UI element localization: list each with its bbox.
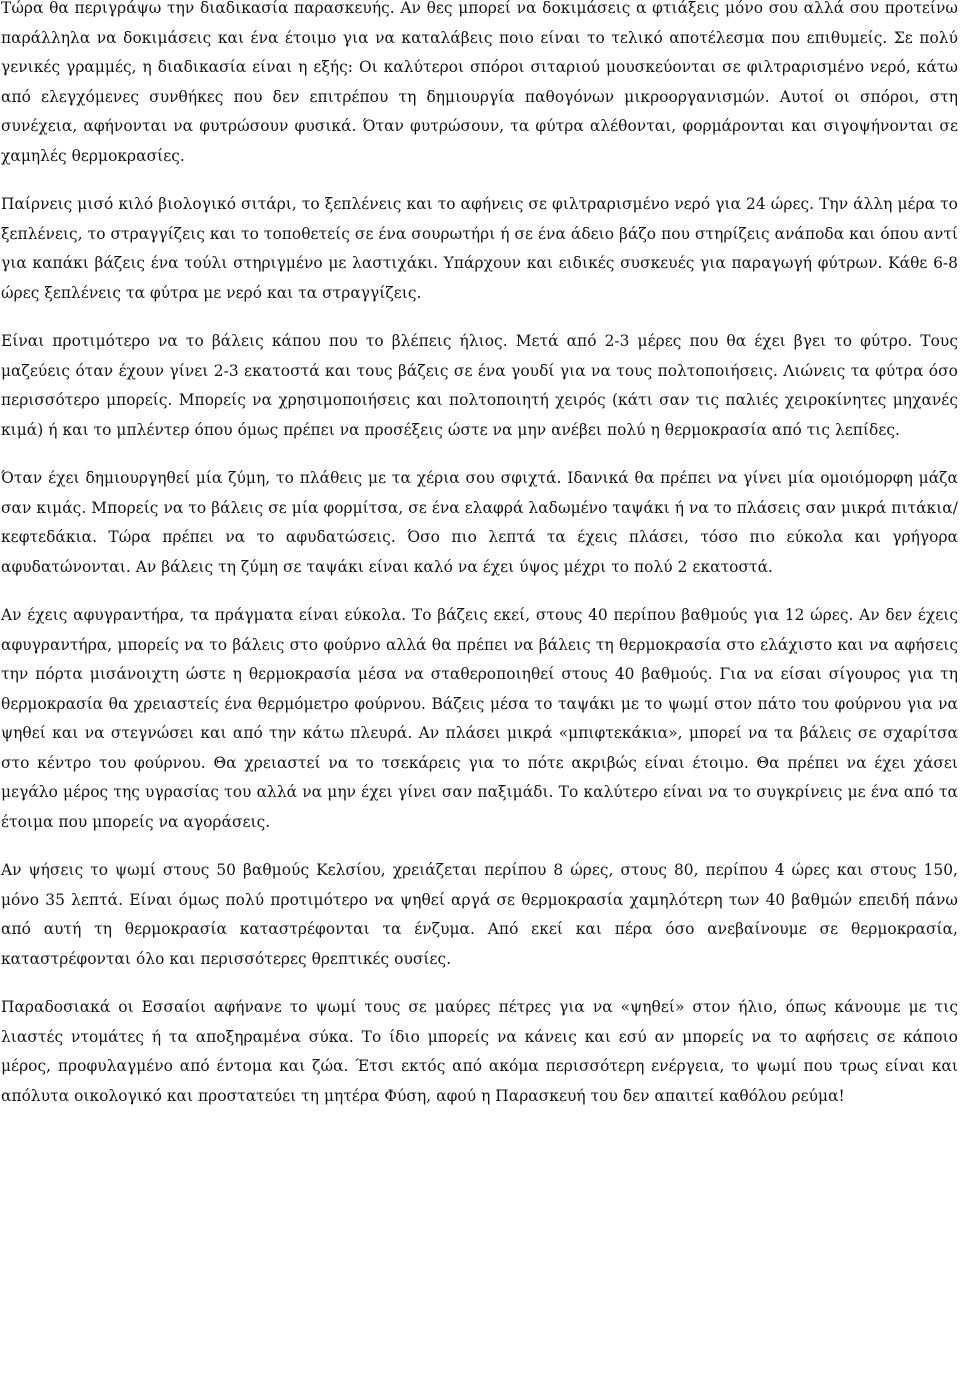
paragraph-sprouting: Είναι προτιμότερο να το βάλεις κάπου που το βλέπεις ήλιος. Μετά από 2-3 μέρες που θα έχει βγει το φύτρο. Τους μαζεύεις όταν έχουν γίνει 2-3 εκατοστά και τους βάζεις σε ένα γουδί για να τους πολτοποιήσεις. Λιώνεις τα φύτρα όσο περισσότερο μπορείς. Μπορείς να χρησιμοποιήσεις και πολτοποιητή χειρός (κάτι σαν τις παλιές χειροκίνητες μηχανές κιμά) ή και το μπλέντερ όπου όμως πρέπει να προσέξεις ώστε να μην ανέβει πολύ η θερμοκρασία από τις λεπίδες.: [1, 332, 958, 439]
paragraph-soaking-wheat: Παίρνεις μισό κιλό βιολογικό σιτάρι, το ξεπλένεις και το αφήνεις σε φιλτραρισμένο νερό για 24 ώρες. Την άλλη μέρα το ξεπλένεις, το στραγγίζεις και το τοποθετείς σε ένα σουρωτήρι ή σε ένα άδειο βάζο που στηρίζεις ανάποδα και όπου αντί για καπάκι βάζεις ένα τούλι στηριγμένο με λαστιχάκι. Υπάρχουν και ειδικές συσκευές για παραγωγή φύτρων. Κάθε 6-8 ώρες ξεπλένεις τα φύτρα με νερό και τα στραγγίζεις.: [1, 195, 958, 302]
paragraph-preparation-intro: Τώρα θα περιγράψω την διαδικασία παρασκευής. Αν θες μπορεί να δοκιμάσεις α φτιάξεις μόνο σου αλλά σου προτείνω παράλληλα να δοκιμάσεις και ένα έτοιμο για να καταλάβεις ποιο είναι το τελικό αποτέλεσμα που επιθυμείς. Σε πολύ γενικές γραμμές, η διαδικασία είναι η εξής: Οι καλύτεροι σπόροι σιταριού μουσκεύονται σε φιλτραρισμένο νερό, κάτω από ελεγχόμενες συνθήκες που δεν επιτρέπου τη δημιουργία παθογόνων μικροοργανισμών. Αυτοί οι σπόροι, στη συνέχεια, αφήνονται να φυτρώσουν φυσικά. Όταν φυτρώσουν, τα φύτρα αλέθονται, φορμάρονται και σιγοψήνονται σε χαμηλές θερμοκρασίες.: [1, 0, 958, 165]
paragraph-traditional-method: Παραδοσιακά οι Εσσαίοι αφήνανε το ψωμί τους σε μαύρες πέτρες για να «ψηθεί» στον ήλιο, όπως κάνουμε με τις λιαστές ντομάτες ή τα αποξηραμένα σύκα. Το ίδιο μπορείς να κάνεις και εσύ αν μπορείς να το αφήσεις σε κάποιο μέρος, προφυλαγμένο από έντομα και ζώα. Έτσι εκτός από ακόμα περισσότερη ενέργεια, το ψωμί που τρως είναι και απόλυτα οικολογικό και προστατεύει τη μητέρα Φύση, αφού η Παρασκευή του δεν απαιτεί καθόλου ρεύμα!: [1, 998, 958, 1105]
paragraph-baking-temperatures: Αν ψήσεις το ψωμί στους 50 βαθμούς Κελσίου, χρειάζεται περίπου 8 ώρες, στους 80, περίπου 4 ώρες και στους 150, μόνο 35 λεπτά. Είναι όμως πολύ προτιμότερο να ψηθεί αργά σε θερμοκρασία χαμηλότερη των 40 βαθμών επειδή πάνω από αυτή τη θερμοκρασία καταστρέφονται τα ένζυμα. Από εκεί και πέρα όσο ανεβαίνουμε σε θερμοκρασία, καταστρέφονται όλο και περισσότερες θρεπτικές ουσίες.: [1, 861, 958, 968]
paragraph-shaping-dough: Όταν έχει δημιουργηθεί μία ζύμη, το πλάθεις με τα χέρια σου σφιχτά. Ιδανικά θα πρέπει να γίνει μία ομοιόμορφη μάζα σαν κιμάς. Μπορείς να το βάλεις σε μία φορμίτσα, σε ένα ελαφρά λαδωμένο ταψάκι ή να το πλάσεις σαν μικρά πιτάκια/κεφτεδάκια. Τώρα πρέπει να το αφυδατώσεις. Όσο πιο λεπτά τα έχεις πλάσει, τόσο πιο εύκολα και γρήγορα αφυδατώνονται. Αν βάλεις τη ζύμη σε ταψάκι είναι καλό να έχει ύψος μέχρι το πολύ 2 εκατοστά.: [1, 469, 958, 576]
paragraph-dehydrating: Αν έχεις αφυγραντήρα, τα πράγματα είναι εύκολα. Το βάζεις εκεί, στους 40 περίπου βαθμούς για 12 ώρες. Αν δεν έχεις αφυγραντήρα, μπορείς να το βάλεις στο φούρνο αλλά θα πρέπει να βάλεις τη θερμοκρασία στο ελάχιστο και να αφήσεις την πόρτα μισάνοιχτη ώστε η θερμοκρασία μέσα να σταθεροποιηθεί στους 40 βαθμούς. Για να είσαι σίγουρος για τη θερμοκρασία θα χρειαστείς ένα θερμόμετρο φούρνου. Βάζεις μέσα το ταψάκι με το ψωμί στον πάτο του φούρνου για να ψηθεί και να στεγνώσει και από την κάτω πλευρά. Αν πλάσει μικρά «μπιφτεκάκια», μπορεί να τα βάλεις σε σχαρίτσα στο κέντρο του φούρνου. Θα χρειαστεί να το τσεκάρεις για το πότε ακριβώς είναι έτοιμο. Θα πρέπει να έχει χάσει μεγάλο μέρος της υγρασίας του αλλά να μην έχει γίνει σαν παξιμάδι. Το καλύτερο είναι να το συγκρίνεις με ένα από τα έτοιμα που μπορείς να αγοράσεις.: [1, 606, 958, 831]
